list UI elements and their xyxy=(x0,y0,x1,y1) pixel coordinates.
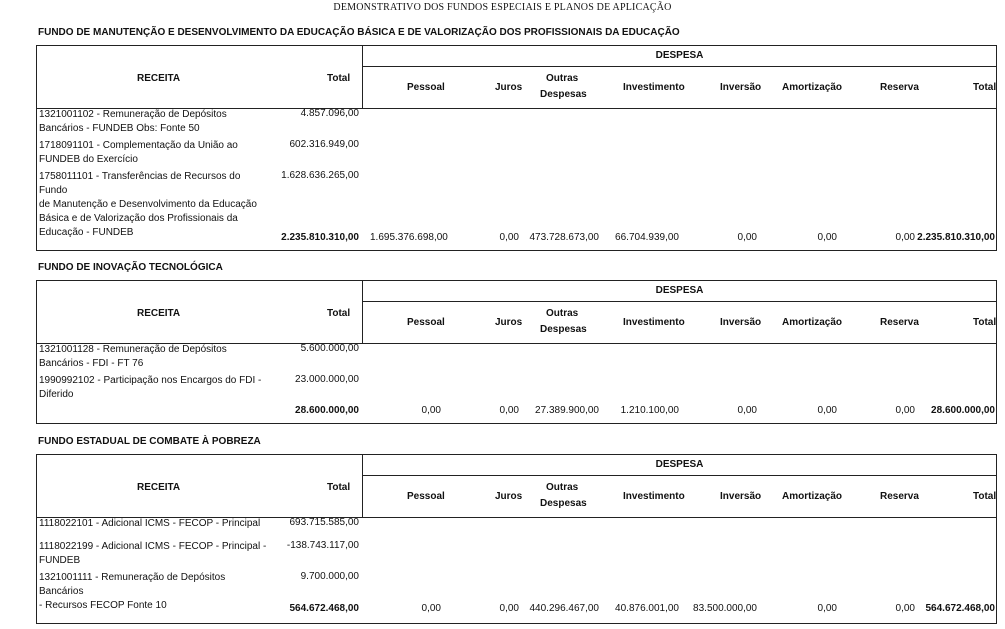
col-reserva: Reserva xyxy=(880,491,919,502)
receita-desc: 1118022101 - Adicional ICMS - FECOP - Principal xyxy=(39,518,261,529)
total-inversao: 0,00 xyxy=(737,232,757,243)
total-outras: 440.296.467,00 xyxy=(529,603,599,614)
total-inversao: 0,00 xyxy=(737,405,757,416)
col-inversao: Inversão xyxy=(720,82,762,93)
col-total: Total xyxy=(327,308,351,319)
receita-total: 602.316.949,00 xyxy=(289,139,359,150)
col-despesas: Despesas xyxy=(540,498,587,509)
table-header xyxy=(37,46,996,109)
col-pessoal: Pessoal xyxy=(407,317,445,328)
total-pessoal: 0,00 xyxy=(421,405,441,416)
col-despesas: Despesas xyxy=(540,324,587,335)
total-juros: 0,00 xyxy=(499,603,519,614)
receita-desc: 1118022199 - Adicional ICMS - FECOP - Principal - FUNDEB xyxy=(39,541,267,566)
col-receita: RECEITA xyxy=(137,308,181,319)
totals-row xyxy=(37,232,996,248)
col-total: Total xyxy=(327,482,351,493)
col-amortizacao: Amortização xyxy=(782,82,843,93)
col-juros: Juros xyxy=(495,491,523,502)
col-investimento: Investimento xyxy=(623,317,685,328)
receita-total: 1.628.636.265,00 xyxy=(281,170,359,181)
receita-total: 5.600.000,00 xyxy=(300,343,359,354)
table-header xyxy=(37,455,996,518)
total-investimento: 1.210.100,00 xyxy=(620,405,679,416)
col-pessoal: Pessoal xyxy=(407,82,445,93)
fund-table-fundeb xyxy=(36,45,997,251)
total-despesa: 2.235.810.310,00 xyxy=(917,232,995,243)
col-total-despesa: Total xyxy=(973,317,997,328)
col-receita: RECEITA xyxy=(137,73,181,84)
total-juros: 0,00 xyxy=(499,405,519,416)
total-juros: 0,00 xyxy=(499,232,519,243)
totals-row xyxy=(37,405,996,421)
receita-total: 693.715.585,00 xyxy=(289,517,359,528)
fund-table-fecop xyxy=(36,454,997,624)
col-despesa: DESPESA xyxy=(363,46,996,67)
col-investimento: Investimento xyxy=(623,491,685,502)
fund-title: FUNDO DE INOVAÇÃO TECNOLÓGICA xyxy=(38,262,223,273)
table-header xyxy=(37,281,996,344)
total-amortizacao: 0,00 xyxy=(817,405,837,416)
total-investimento: 66.704.939,00 xyxy=(615,232,679,243)
col-juros: Juros xyxy=(495,317,523,328)
receita-total: 23.000.000,00 xyxy=(295,374,359,385)
col-receita: RECEITA xyxy=(137,482,181,493)
col-despesa: DESPESA xyxy=(363,455,996,476)
total-outras: 27.389.900,00 xyxy=(535,405,599,416)
total-receita: 564.672.468,00 xyxy=(289,603,359,614)
total-despesa: 28.600.000,00 xyxy=(931,405,995,416)
total-amortizacao: 0,00 xyxy=(817,232,837,243)
receita-desc: 1990992102 - Participação nos Encargos do FDI - Diferido xyxy=(39,375,262,400)
col-outras: Outras xyxy=(546,73,579,84)
receita-total: -138.743.117,00 xyxy=(286,540,359,551)
col-outras: Outras xyxy=(546,482,579,493)
total-pessoal: 0,00 xyxy=(421,603,441,614)
total-receita: 28.600.000,00 xyxy=(295,405,359,416)
receita-desc: 1321001111 - Remuneração de Depósitos Bancários - Recursos FECOP Fonte 10 xyxy=(39,572,226,611)
receita-desc: 1718091101 - Complementação da União ao FUNDEB do Exercício xyxy=(39,140,238,165)
col-total-despesa: Total xyxy=(973,82,997,93)
page-title: DEMONSTRATIVO DOS FUNDOS ESPECIAIS E PLANOS DE APLICAÇÃO xyxy=(333,2,672,13)
fund-title: FUNDO DE MANUTENÇÃO E DESENVOLVIMENTO DA EDUCAÇÃO BÁSICA E DE VALORIZAÇÃO DOS PROFISSIONAIS DA EDUCAÇÃO xyxy=(38,27,680,38)
col-pessoal: Pessoal xyxy=(407,491,445,502)
col-juros: Juros xyxy=(495,82,523,93)
col-inversao: Inversão xyxy=(720,317,762,328)
total-reserva: 0,00 xyxy=(895,232,915,243)
total-outras: 473.728.673,00 xyxy=(529,232,599,243)
totals-row xyxy=(37,603,996,619)
fund-table-fdi xyxy=(36,280,997,424)
receita-total: 9.700.000,00 xyxy=(300,571,359,582)
col-reserva: Reserva xyxy=(880,317,919,328)
receita-total: 4.857.096,00 xyxy=(300,108,359,119)
col-amortizacao: Amortização xyxy=(782,491,843,502)
fund-title: FUNDO ESTADUAL DE COMBATE À POBREZA xyxy=(38,436,261,447)
col-despesas: Despesas xyxy=(540,89,587,100)
total-despesa: 564.672.468,00 xyxy=(925,603,995,614)
col-despesa: DESPESA xyxy=(363,281,996,302)
receita-desc: 1321001128 - Remuneração de Depósitos Bancários - FDI - FT 76 xyxy=(39,344,227,369)
col-total: Total xyxy=(327,73,351,84)
col-investimento: Investimento xyxy=(623,82,685,93)
receita-desc: 1758011101 - Transferências de Recursos do Fundo de Manutenção e Desenvolvimento da Educação Básica e de Valorização dos Profissionais da Educação - FUNDEB xyxy=(39,171,257,238)
total-reserva: 0,00 xyxy=(895,603,915,614)
total-amortizacao: 0,00 xyxy=(817,603,837,614)
col-outras: Outras xyxy=(546,308,579,319)
total-reserva: 0,00 xyxy=(895,405,915,416)
total-pessoal: 1.695.376.698,00 xyxy=(370,232,448,243)
receita-desc: 1321001102 - Remuneração de Depósitos Bancários - FUNDEB Obs: Fonte 50 xyxy=(39,109,227,134)
col-amortizacao: Amortização xyxy=(782,317,843,328)
col-inversao: Inversão xyxy=(720,491,762,502)
total-investimento: 40.876.001,00 xyxy=(615,603,679,614)
total-inversao: 83.500.000,00 xyxy=(693,603,757,614)
col-total-despesa: Total xyxy=(973,491,997,502)
col-reserva: Reserva xyxy=(880,82,919,93)
total-receita: 2.235.810.310,00 xyxy=(281,232,359,243)
